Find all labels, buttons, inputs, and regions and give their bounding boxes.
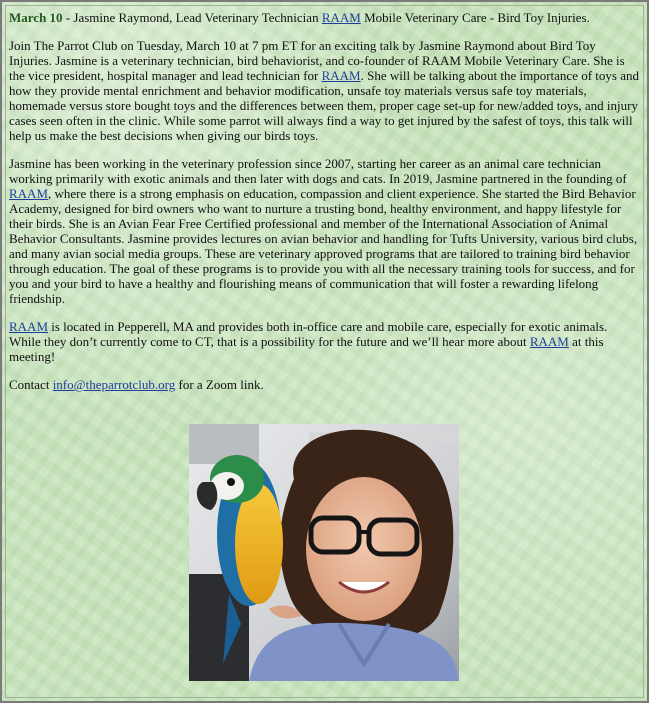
headline-suffix: Mobile Veterinary Care - Bird Toy Injuries. xyxy=(360,10,590,25)
raam-link-bio[interactable]: RAAM xyxy=(9,186,49,201)
location-text-b: at this meeting! xyxy=(9,334,604,364)
bio-text-a: Jasmine has been working in the veterinary profession since 2007, starting her career as an animal care technician working primarily with exotic animals and then later with dogs and cats. In 2019, Jasmine partnered in the founding of xyxy=(9,156,627,186)
headline-text: - Jasmine Raymond, Lead Veterinary Technician xyxy=(62,10,322,25)
contact-text-a: Contact xyxy=(9,377,53,392)
location-paragraph xyxy=(9,319,640,364)
raam-link-intro[interactable]: RAAM xyxy=(321,68,361,83)
intro-text-b: . She will be talking about the importance of toys and how they provide mental enrichment and behavior modification, unsafe toy materials versus safe toy materials, homemade versus store bought toys and the differences between them, proper cage set-up for new/added toys, and injury cases seen often in the clinic. While some parrot will always find a way to get injured by the safest of toys, this talk will help us make the best decisions when giving our birds toys. xyxy=(9,68,639,143)
raam-link-headline[interactable]: RAAM xyxy=(321,10,361,25)
raam-link-meeting[interactable]: RAAM xyxy=(529,334,569,349)
intro-paragraph xyxy=(9,38,640,143)
contact-email-link[interactable]: info@theparrotclub.org xyxy=(52,377,176,392)
woman-with-macaw-photo xyxy=(189,424,459,681)
bio-text-b: , where there is a strong emphasis on education, compassion and client experience. She started the Bird Behavior Academy, designed for bird owners who want to nurture a trusting bond, healthy environment, and happy lifestyle for their birds. She is an Avian Fear Free Certified professional and member of the International Association of Animal Behavior Consultants. Jasmine provides lectures on avian behavior and handling for Tufts University, various bird clubs, and many avian social media groups. These are veterinary approved programs that are tailored to training bird behavior through education. The goal of these programs is to provide you with all the necessary training tools for success, and for you and your bird to have a healthy and flourishing means of communication that will foster a rewarding lifelong friendship. xyxy=(9,186,638,306)
bio-paragraph xyxy=(9,156,640,306)
intro-text-a: Join The Parrot Club on Tuesday, March 10 at 7 pm ET for an exciting talk by Jasmine Raymond about Bird Toy Injuries. Jasmine is a veterinary technician, bird behaviorist, and co-founder of RAAM Mobile Veterinary Care. She is the vice president, hospital manager and lead technician for xyxy=(9,38,625,83)
contact-paragraph xyxy=(9,377,640,392)
contact-text-b: for a Zoom link. xyxy=(175,377,264,392)
location-text-a: is located in Pepperell, MA and provides both in-office care and mobile care, especially for exotic animals. While they don’t currently come to CT, that is a possibility for the future and we’ll hear more about xyxy=(9,319,608,349)
photo-illustration xyxy=(189,424,459,681)
event-headline xyxy=(9,10,640,25)
event-date: March 10 xyxy=(9,10,63,25)
raam-link-location[interactable]: RAAM xyxy=(9,319,49,334)
